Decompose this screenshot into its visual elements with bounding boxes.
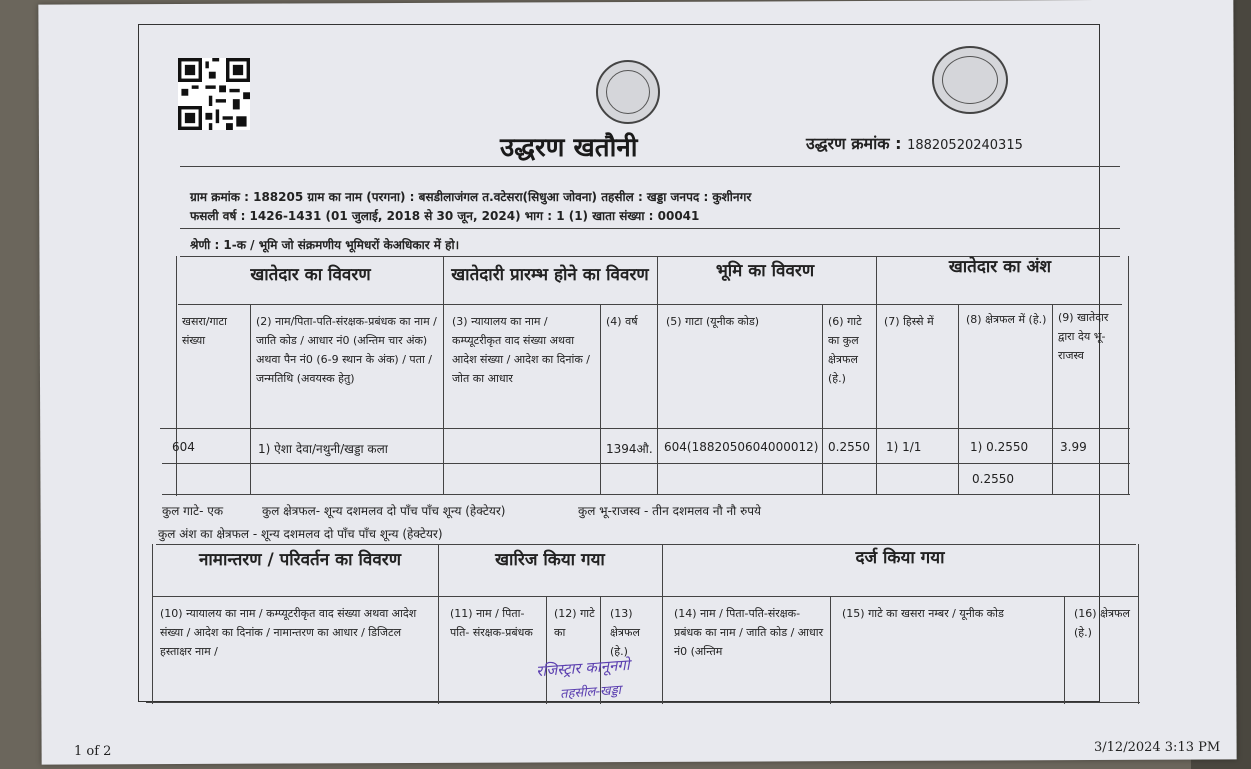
serial-label: उद्धरण क्रमांक : [806,134,902,153]
summary-area: कुल क्षेत्रफल- शून्य दशमलव दो पाँच पाँच शून्य (हेक्टेयर) [262,504,506,518]
cell-area: 1) 0.2550 [970,440,1029,454]
col-total-area: (6) गाटे का कुल क्षेत्रफल (हे.) [828,315,862,385]
section-kharij: खारिज किया गया [495,550,605,570]
official-stamp-line1: रजिस्ट्रार कानूनगो [535,655,631,681]
category-line: श्रेणी : 1-क / भूमि जो संक्रमणीय भूमिधरों केअधिकार में हो। [190,238,460,252]
cell-gata: 604(1882050604000012) [664,440,819,454]
summary-gata: कुल गाटे- एक [162,504,224,518]
col-share: (7) हिस्से में [884,315,934,328]
col-revenue: (9) खातेदार द्वारा देय भू-राजस्व [1058,311,1109,362]
section-ansh: खातेदार का अंश [948,257,1052,277]
summary-revenue: कुल भू-राजस्व - तीन दशमलव नौ नौ रुपये [578,504,762,518]
qr-code-icon [178,58,250,130]
cell-share: 1) 1/1 [886,440,922,454]
col-namantaran-court: (10) न्यायालय का नाम / कम्प्यूटरीकृत वाद संख्या अथवा आदेश संख्या / आदेश का दिनांक / नामान्तरण का आधार / डिजिटल हस्ताक्षर नाम / [160,607,417,658]
serial-value: 18820520240315 [907,138,1023,153]
cell-revenue: 3.99 [1060,440,1087,454]
print-timestamp: 3/12/2024 3:13 PM [1094,740,1221,755]
section-darj: दर्ज किया गया [855,548,945,568]
col-court: (3) न्यायालय का नाम / कम्प्यूटरीकृत वाद संख्या अथवा आदेश संख्या / आदेश का दिनांक / जोत का आधार [452,315,591,385]
cell-total-area-sum: 0.2550 [972,472,1014,486]
col-year: (4) वर्ष [606,315,638,328]
government-emblem-right [932,46,1008,114]
col-gata: (5) गाटा (यूनीक कोड) [666,315,760,328]
fasli-year-line: फसली वर्ष : 1426-1431 (01 जुलाई, 2018 से 30 जून, 2024) भाग : 1 (1) खाता संख्या : 00041 [190,209,700,223]
summary-share: कुल अंश का क्षेत्रफल - शून्य दशमलव दो पाँच पाँच शून्य (हेक्टेयर) [158,527,443,541]
col-darj-area: (16) क्षेत्रफल (हे.) [1074,607,1130,639]
section-prarambh: खातेदारी प्रारम्भ होने का विवरण [451,265,649,285]
col-kharij-area: (13) क्षेत्रफल (हे.) [610,607,640,658]
official-stamp-line2: तहसील-खड्डा [559,682,622,703]
section-khatedar: खातेदार का विवरण [250,265,371,285]
government-emblem-left [596,60,660,124]
cell-khasra: 604 [172,440,195,454]
cell-name: 1) ऐशा देवा/नथुनी/खड्डा कला [258,442,388,456]
cell-total-area: 0.2550 [828,440,870,454]
serial-number [806,132,1023,154]
col-darj-khasra: (15) गाटे का खसरा नम्बर / यूनीक कोड [842,607,1004,620]
section-namantaran: नामान्तरण / परिवर्तन का विवरण [198,550,402,570]
col-kharij-name: (11) नाम / पिता-पति- संरक्षक-प्रबंधक [450,607,533,639]
village-info-line: ग्राम क्रमांक : 188205 ग्राम का नाम (परगना) : बसडीलाजंगल त.वटेसरा(सिधुआ जोवना) तहसील : खड्डा जनपद : कुशीनगर [190,190,752,204]
col-khasra: खसरा/गाटा संख्या [182,315,227,347]
col-kharij-gata: (12) गाटे का [554,607,595,639]
section-bhoomi: भूमि का विवरण [715,261,815,281]
page-indicator: 1 of 2 [74,744,112,759]
col-name: (2) नाम/पिता-पति-संरक्षक-प्रबंधक का नाम / जाति कोड / आधार नं0 (अन्तिम चार अंक) अथवा पैन नं0 (6-9 स्थान के अंक) / पता / जन्मतिथि (अवयस्क हेतु) [256,315,437,385]
col-darj-name: (14) नाम / पिता-पति-संरक्षक- प्रबंधक का नाम / जाति कोड / आधार नं0 (अन्तिम [674,607,824,658]
document-title: उद्धरण खतौनी [500,133,638,163]
col-area: (8) क्षेत्रफल में (हे.) [966,313,1047,326]
cell-year: 1394औ. [606,442,653,456]
